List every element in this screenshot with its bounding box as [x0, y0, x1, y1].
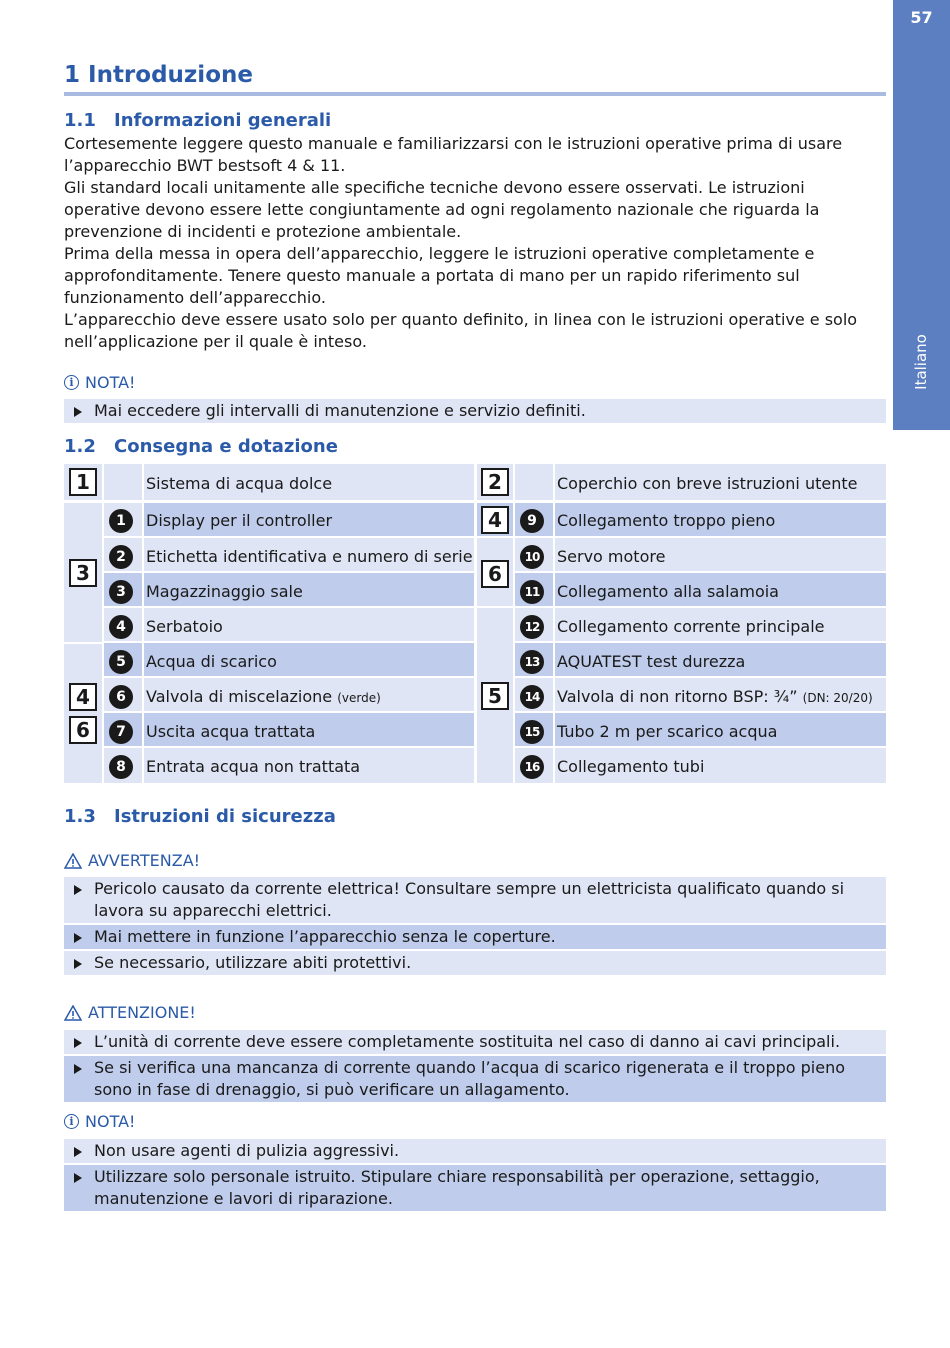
language-label: Italiano — [912, 334, 930, 390]
section-1-3-heading — [64, 806, 336, 827]
section-number: 1.2 — [64, 436, 96, 457]
warning-triangle-icon — [64, 853, 82, 869]
item-label: Serbatoio — [146, 617, 223, 636]
item-number-icon: 12 — [520, 615, 544, 639]
info-icon: i — [64, 1114, 79, 1129]
bullet-arrow-icon — [74, 933, 82, 943]
section-number: 1.3 — [64, 806, 96, 827]
note-list — [64, 399, 886, 425]
section-title: Informazioni generali — [114, 110, 332, 131]
group-marker-icon: 3 — [69, 559, 97, 587]
paragraph: Prima della messa in opera dell’apparecchio, leggere le istruzioni operative completamente e approfonditamente. Tenere questo manuale a portata di mano per un rapido riferimento sul funzionamento dell’apparecchio. — [64, 244, 815, 307]
section-1-2-heading — [64, 436, 338, 457]
item-number-icon: 13 — [520, 650, 544, 674]
bullet-arrow-icon — [74, 959, 82, 969]
group-marker-icon: 2 — [481, 468, 509, 496]
item-label: Display per il controller — [146, 511, 333, 530]
item-number-icon: 15 — [520, 720, 544, 744]
group-marker-icon: 5 — [481, 682, 509, 710]
item-number-icon: 16 — [520, 755, 544, 779]
warning-heading — [64, 851, 200, 870]
section-title: Istruzioni di sicurezza — [114, 806, 336, 827]
bullet-arrow-icon — [74, 1147, 82, 1157]
item-label: Valvola di miscelazione (verde) — [146, 687, 381, 706]
caution-title: ATTENZIONE! — [88, 1003, 196, 1022]
item-label: Uscita acqua trattata — [146, 722, 316, 741]
item-number-icon: 4 — [109, 615, 133, 639]
list-item: Mai mettere in funzione l’apparecchio senza le coperture. — [64, 925, 886, 951]
bullet-arrow-icon — [74, 1173, 82, 1183]
item-label: Etichetta identificativa e numero di serie — [146, 547, 473, 566]
item-number-icon: 6 — [109, 685, 133, 709]
group-cell — [64, 644, 102, 783]
bullet-arrow-icon — [74, 1038, 82, 1048]
item-label: Collegamento alla salamoia — [557, 582, 779, 601]
item-label: AQUATEST test durezza — [557, 652, 746, 671]
item-label: Collegamento troppo pieno — [557, 511, 776, 530]
group-marker-icon: 4 — [69, 683, 97, 711]
item-number-icon: 8 — [109, 755, 133, 779]
note-heading — [64, 1112, 135, 1131]
item-label: Tubo 2 m per scarico acqua — [557, 722, 778, 741]
list-item: Se necessario, utilizzare abiti protettivi. — [64, 951, 886, 977]
item-number-icon: 1 — [109, 509, 133, 533]
note-list — [64, 1139, 886, 1213]
list-item: Se si verifica una mancanza di corrente quando l’acqua di scarico rigenerata e il troppo pieno sono in fase di drenaggio, si può verificare un allagamento. — [64, 1056, 886, 1104]
item-number-icon: 2 — [109, 545, 133, 569]
section-1-1-heading — [64, 110, 331, 131]
paragraph: Gli standard locali unitamente alle specifiche tecniche devono essere osservati. Le istruzioni operative devono essere lette congiuntamente ad ogni regolamento nazionale che riguarda la prevenzione di incidenti e protezione ambientale. — [64, 178, 820, 241]
item-number-icon: 14 — [520, 685, 544, 709]
paragraph: L’apparecchio deve essere usato solo per quanto definito, in linea con le istruzioni operative e solo nell’applicazione per il quale è inteso. — [64, 310, 858, 351]
list-item: Mai eccedere gli intervalli di manutenzione e servizio definiti. — [64, 399, 886, 425]
list-item: Pericolo causato da corrente elettrica! Consultare sempre un elettricista qualificato quando si lavora su apparecchi elettrici. — [64, 877, 886, 925]
chapter-title: 1 Introduzione — [64, 62, 253, 88]
info-icon: i — [64, 375, 79, 390]
bullet-arrow-icon — [74, 885, 82, 895]
language-side-tab — [893, 0, 950, 430]
item-number-icon: 9 — [520, 509, 544, 533]
note-title: NOTA! — [85, 1112, 136, 1131]
group-marker-icon: 4 — [481, 506, 509, 534]
list-item: Utilizzare solo personale istruito. Stipulare chiare responsabilità per operazione, settaggio, manutenzione e lavori di riparazione. — [64, 1165, 886, 1213]
item-number-icon: 10 — [520, 545, 544, 569]
bullet-arrow-icon — [74, 1064, 82, 1074]
item-label: Magazzinaggio sale — [146, 582, 303, 601]
item-label: Entrata acqua non trattata — [146, 757, 361, 776]
number-cell — [104, 464, 142, 500]
page-number: 57 — [910, 8, 933, 27]
warning-title: AVVERTENZA! — [88, 851, 201, 870]
item-number-icon: 3 — [109, 580, 133, 604]
warning-list — [64, 877, 886, 977]
item-number-icon: 5 — [109, 650, 133, 674]
paragraph: Cortesemente leggere questo manuale e familiarizzarsi con le istruzioni operative prima di usare l’apparecchio BWT bestsoft 4 & 11. — [64, 134, 843, 175]
item-label: Collegamento tubi — [557, 757, 705, 776]
group-marker-icon: 1 — [69, 468, 97, 496]
note-title: NOTA! — [85, 373, 136, 392]
list-item: Non usare agenti di pulizia aggressivi. — [64, 1139, 886, 1165]
item-label: Sistema di acqua dolce — [146, 474, 333, 493]
list-item: L’unità di corrente deve essere completamente sostituita nel caso di danno ai cavi principali. — [64, 1030, 886, 1056]
item-number-icon: 7 — [109, 720, 133, 744]
item-label: Acqua di scarico — [146, 652, 277, 671]
caution-list — [64, 1030, 886, 1104]
item-label: Valvola di non ritorno BSP: ¾” (DN: 20/20) — [557, 687, 873, 706]
note-heading — [64, 373, 135, 392]
group-marker-icon: 6 — [481, 560, 509, 588]
chapter-title-rule — [64, 92, 886, 96]
delivery-contents-table — [64, 464, 886, 784]
warning-triangle-icon — [64, 1005, 82, 1021]
group-marker-icon: 6 — [69, 716, 97, 744]
general-info-text — [64, 133, 884, 353]
item-label: Servo motore — [557, 547, 666, 566]
item-label: Collegamento corrente principale — [557, 617, 825, 636]
bullet-arrow-icon — [74, 407, 82, 417]
item-label: Coperchio con breve istruzioni utente — [557, 474, 858, 493]
section-number: 1.1 — [64, 110, 96, 131]
section-title: Consegna e dotazione — [114, 436, 338, 457]
caution-heading — [64, 1003, 196, 1022]
item-number-icon: 11 — [520, 580, 544, 604]
number-cell — [515, 464, 553, 500]
